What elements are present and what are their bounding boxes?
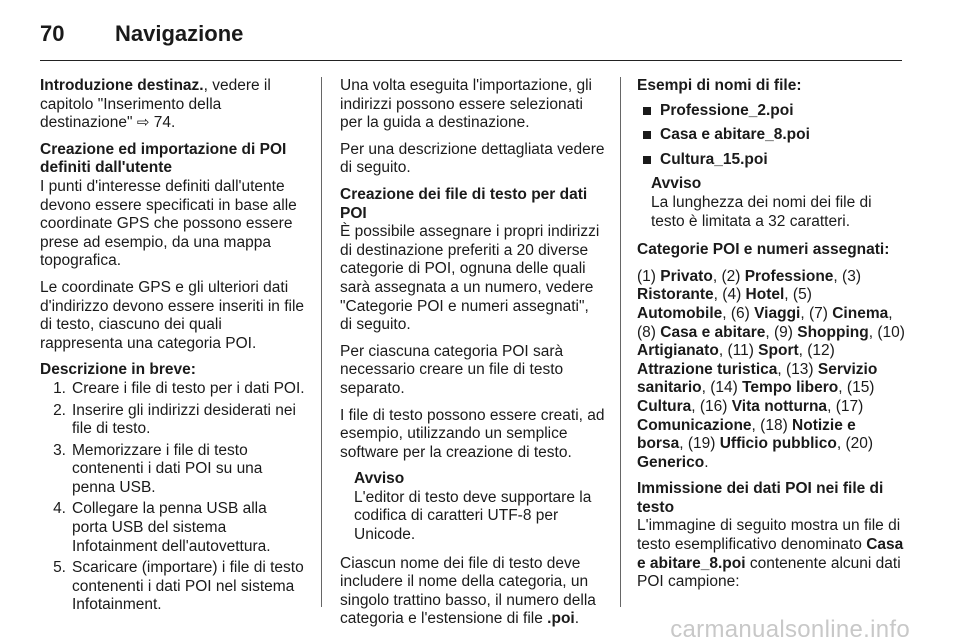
category-separator: , — [777, 360, 787, 378]
note-box — [637, 175, 905, 231]
category-number: (9) — [774, 323, 798, 341]
note-text: La lunghezza dei nomi dei file di testo è limitata a 32 caratteri. — [651, 193, 872, 230]
category-name: Viaggi — [754, 304, 801, 322]
category-number: (11) — [727, 342, 759, 360]
step-text: Inserire gli indirizzi desiderati nei file di testo. — [72, 401, 296, 438]
category-name: Ufficio pubblico — [719, 435, 837, 453]
header-rule — [40, 60, 902, 61]
section-title-create-files: Creazione dei file di testo per dati POI — [340, 185, 588, 222]
page-header — [40, 14, 243, 54]
category-name: Tempo libero — [742, 379, 839, 397]
note-text: L'editor di testo deve supportare la codifica di caratteri UTF-8 per Unicode. — [354, 488, 592, 544]
category-number: (17) — [835, 397, 864, 415]
square-bullet-icon — [643, 156, 651, 164]
column-2 — [340, 77, 605, 637]
column-divider-1 — [321, 77, 322, 607]
square-bullet-icon — [643, 107, 651, 115]
section-paragraph: I punti d'interesse definiti dall'utente devono essere specificati in base alle coordinate GPS che possono essere prese ad esempio, da una mappa topografica. — [40, 177, 297, 270]
section-title-import: Creazione ed importazione di POI definiti dall'utente — [40, 140, 287, 177]
step-text: Creare i file di testo per i dati POI. — [72, 379, 305, 397]
list-item — [40, 442, 305, 498]
category-separator: , — [712, 267, 722, 285]
step-number: 4. — [53, 500, 66, 518]
list-item — [40, 380, 305, 399]
category-separator: , — [784, 286, 793, 304]
category-separator: , — [800, 304, 809, 322]
category-separator: , — [765, 323, 774, 341]
category-separator: , — [751, 416, 761, 434]
step-text: Collegare la penna USB alla porta USB del sistema Infotainment dell'autovettura. — [72, 500, 271, 555]
section-paragraph: Le coordinate GPS e gli ulteriori dati d'indirizzo devono essere inseriti in file di testo, ciascuno dei quali rappresenta una categoria POI. — [40, 278, 305, 352]
intro-ref: 74. — [153, 114, 176, 132]
category-name: Attrazione turistica — [637, 360, 778, 378]
note-box — [340, 470, 605, 544]
example-filename: Casa e abitare_8.poi — [660, 126, 810, 144]
example-filename: Casa e abitare_8.poi — [637, 536, 904, 572]
category-separator: , — [827, 397, 836, 415]
step-number: 5. — [53, 559, 66, 577]
category-number: (4) — [722, 286, 746, 304]
category-separator: , — [798, 342, 808, 360]
category-number: (8) — [637, 323, 661, 341]
square-bullet-icon — [643, 131, 651, 139]
category-number: (16) — [699, 397, 732, 415]
category-separator: , — [679, 435, 688, 453]
category-number: (19) — [687, 435, 720, 453]
category-number: (15) — [846, 379, 875, 397]
arrow-ref-icon: ⇨ — [136, 114, 150, 132]
list-item — [637, 126, 905, 145]
step-text: Memorizzare i file di testo contenenti i dati POI su una penna USB. — [72, 441, 263, 496]
list-item — [637, 102, 905, 121]
category-number: (18) — [760, 416, 793, 434]
page-number: 70 — [40, 21, 65, 46]
page-title: Navigazione — [115, 21, 244, 46]
column-3 — [637, 77, 905, 600]
steps-list — [40, 380, 305, 615]
paragraph — [637, 517, 905, 591]
category-separator: , — [718, 342, 728, 360]
category-name: Automobile — [637, 304, 723, 322]
paragraph: Una volta eseguita l'importazione, gli indirizzi possono essere selezionati per la guida a destinazione. — [340, 77, 592, 132]
category-name: Professione — [744, 267, 834, 285]
category-name: Vita notturna — [731, 397, 828, 415]
section-title-examples: Esempi di nomi di file: — [637, 77, 802, 94]
paragraph: I file di testo possono essere creati, ad esempio, utilizzando un semplice software per la creazione di testo. — [340, 406, 605, 461]
category-number: (12) — [807, 342, 835, 360]
category-name: Artigianato — [637, 342, 719, 360]
category-list — [637, 268, 905, 473]
example-filename: Cultura_15.poi — [660, 150, 768, 168]
category-separator: , — [691, 397, 700, 415]
category-name: Generico — [637, 453, 705, 471]
category-separator: , — [868, 323, 878, 341]
note-title: Avviso — [354, 470, 405, 488]
category-number: (1) — [637, 267, 661, 285]
step-number: 2. — [53, 401, 66, 419]
section-title-entry: Immissione dei dati POI nei file di testo — [637, 480, 884, 516]
category-number: (7) — [808, 304, 833, 322]
category-separator: , — [838, 379, 847, 397]
category-separator: , — [888, 304, 893, 322]
category-name: Casa e abitare — [660, 323, 766, 341]
section-title-categories: Categorie POI e numeri assegnati: — [637, 241, 890, 259]
column-divider-2 — [620, 77, 621, 607]
paragraph-end: contenente alcuni dati POI campione: — [637, 554, 901, 591]
list-item — [40, 402, 305, 439]
category-separator: , — [713, 286, 723, 304]
category-separator: , — [722, 304, 731, 322]
category-number: (3) — [842, 267, 861, 285]
category-name: Ristorante — [637, 286, 714, 304]
category-number: (20) — [845, 435, 874, 453]
category-number: (6) — [730, 304, 755, 322]
section-title-summary: Descrizione in breve: — [40, 361, 196, 379]
list-item — [40, 500, 305, 556]
paragraph-text: L'immagine di seguito mostra un file di testo esemplificativo denominato — [637, 517, 901, 554]
note-title: Avviso — [651, 175, 702, 193]
category-separator: . — [704, 453, 709, 471]
paragraph — [340, 555, 605, 629]
step-text: Scaricare (importare) i file di testo contenenti i dati POI nel sistema Infotainment. — [72, 559, 304, 614]
paragraph: È possibile assegnare i propri indirizzi di destinazione preferiti a 20 diverse categorie di POI, ognuna delle quali sarà assegnata a un numero, vedere "Categorie POI e numeri assegnati", di seguito. — [340, 223, 600, 334]
paragraph: Per una descrizione dettagliata vedere di seguito. — [340, 140, 605, 177]
list-item — [637, 151, 905, 170]
category-separator: , — [833, 267, 843, 285]
step-number: 3. — [53, 441, 66, 459]
paragraph-end: . — [574, 610, 580, 628]
category-name: Cultura — [637, 397, 692, 415]
list-item — [40, 559, 305, 615]
category-separator: , — [701, 379, 711, 397]
intro-bold: Introduzione destinaz. — [40, 77, 204, 94]
category-number: (10) — [877, 323, 905, 341]
intro-text: , vedere il capitolo "Inserimento della destinazione" — [40, 77, 271, 132]
category-number: (5) — [792, 286, 812, 304]
paragraph: Per ciascuna categoria POI sarà necessario creare un file di testo separato. — [340, 342, 564, 397]
file-extension: .poi — [547, 610, 575, 628]
category-name: Servizio sanitario — [637, 360, 878, 397]
category-name: Shopping — [797, 323, 869, 341]
category-name: Comunicazione — [637, 416, 752, 434]
category-number: (14) — [710, 379, 743, 397]
category-name: Cinema — [832, 304, 889, 322]
category-separator: , — [836, 435, 846, 453]
category-name: Notizie e borsa — [637, 416, 856, 453]
watermark: carmanualsonline.info — [670, 616, 910, 643]
category-name: Hotel — [745, 286, 785, 304]
step-number: 1. — [53, 379, 66, 397]
intro-paragraph — [40, 77, 305, 133]
paragraph-text: Ciascun nome dei file di testo deve includere il nome della categoria, un singolo trattino basso, il numero della categoria e l'estensione di file — [340, 554, 596, 628]
category-name: Sport — [758, 342, 799, 360]
category-name: Privato — [660, 267, 713, 285]
example-filename: Professione_2.poi — [660, 101, 794, 119]
category-number: (13) — [786, 360, 818, 378]
category-number: (2) — [721, 267, 745, 285]
column-1 — [40, 77, 305, 621]
